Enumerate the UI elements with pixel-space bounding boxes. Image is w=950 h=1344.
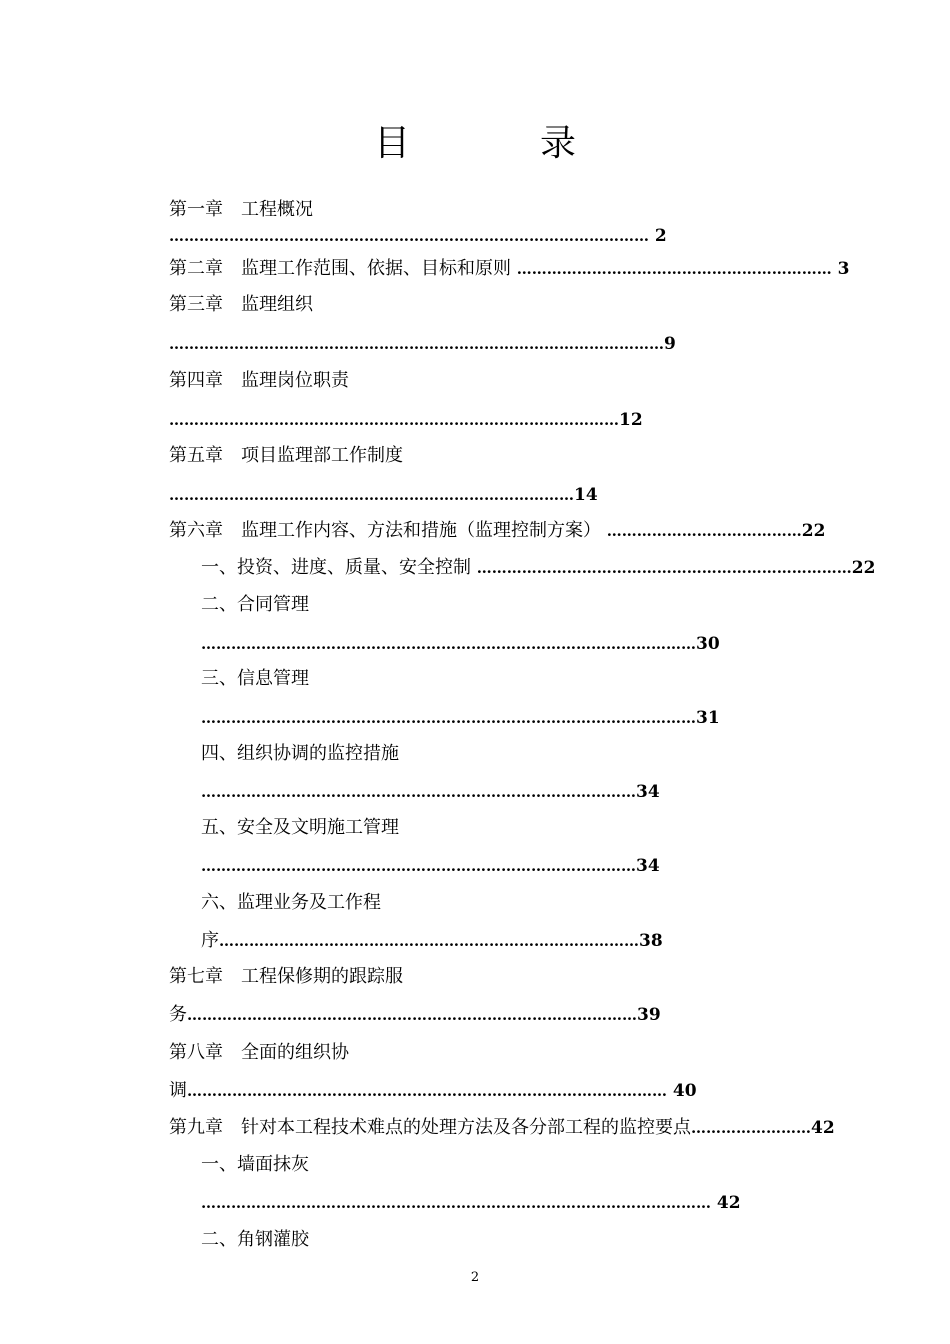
toc-label: 一、投资、进度、质量、安全控制 xyxy=(201,557,477,578)
toc-dots: ………………………………………………………………………… xyxy=(219,932,639,950)
toc-leader-chapter-3[interactable] xyxy=(169,332,676,356)
toc-dots: ……………………………………………………………………………… xyxy=(187,1006,637,1024)
toc-dots: …………………………………………………………………………… xyxy=(201,857,636,875)
toc-leader-chapter-7[interactable] xyxy=(169,1003,661,1027)
toc-label-cont: 调 xyxy=(169,1080,187,1101)
toc-page-number: 3 xyxy=(831,259,850,279)
toc-entry-chapter-6[interactable] xyxy=(169,519,825,543)
toc-label: 第一章 工程概况 xyxy=(169,199,313,220)
toc-leader-chapter-4[interactable] xyxy=(169,408,643,432)
toc-page-number: 42 xyxy=(811,1118,835,1138)
toc-label: 第四章 监理岗位职责 xyxy=(169,370,349,391)
toc-dots: ……………………………………………………………………… xyxy=(169,486,574,504)
toc-entry-section-6-6[interactable] xyxy=(201,891,381,915)
toc-entry-chapter-3[interactable] xyxy=(169,293,313,317)
toc-label: 第八章 全面的组织协 xyxy=(169,1042,349,1063)
toc-entry-section-6-4[interactable] xyxy=(201,742,399,766)
toc-page-number: 31 xyxy=(696,708,720,728)
toc-page-number: 42 xyxy=(711,1193,741,1213)
toc-label: 第六章 监理工作内容、方法和措施（监理控制方案） xyxy=(169,520,607,541)
toc-title xyxy=(0,122,950,166)
title-char-2: 录 xyxy=(540,123,577,164)
toc-label: 二、角钢灌胶 xyxy=(201,1229,309,1250)
toc-entry-chapter-4[interactable] xyxy=(169,369,349,393)
toc-label: 第二章 监理工作范围、依据、目标和原则 xyxy=(169,258,517,279)
toc-entry-section-9-2[interactable] xyxy=(201,1228,309,1252)
toc-entry-section-6-1[interactable] xyxy=(201,556,875,580)
toc-entry-section-9-1[interactable] xyxy=(201,1153,309,1177)
toc-entry-chapter-5[interactable] xyxy=(169,444,403,468)
toc-page-number: 39 xyxy=(637,1005,661,1025)
toc-page-number: 38 xyxy=(639,931,663,951)
toc-entry-section-6-3[interactable] xyxy=(201,667,309,691)
toc-leader-section-9-1[interactable] xyxy=(201,1191,741,1215)
toc-leader-chapter-8[interactable] xyxy=(169,1079,697,1103)
toc-label: 一、墙面抹灰 xyxy=(201,1154,309,1175)
toc-page-number: 22 xyxy=(851,558,876,578)
toc-page-number: 22 xyxy=(801,521,826,541)
toc-label: 三、信息管理 xyxy=(201,668,309,689)
toc-label: 四、组织协调的监控措施 xyxy=(201,743,399,764)
toc-dots: ……………………………………………………………………………………… xyxy=(201,709,696,727)
toc-page-number: 9 xyxy=(664,334,676,354)
toc-page-number: 2 xyxy=(649,226,667,246)
toc-leader-section-6-6[interactable] xyxy=(201,929,663,953)
toc-dots: ……………………………………………………………………………………… xyxy=(201,635,696,653)
toc-entry-chapter-9[interactable] xyxy=(169,1116,835,1140)
toc-entry-section-6-5[interactable] xyxy=(201,816,399,840)
toc-leader-section-6-5[interactable] xyxy=(201,854,660,878)
toc-page-number: 14 xyxy=(574,485,598,505)
toc-label: 第五章 项目监理部工作制度 xyxy=(169,445,403,466)
toc-label-cont: 序 xyxy=(201,930,219,951)
toc-entry-chapter-8[interactable] xyxy=(169,1041,349,1065)
toc-label: 第九章 针对本工程技术难点的处理方法及各分部工程的监控要点 xyxy=(169,1117,691,1138)
toc-page-number: 40 xyxy=(667,1081,697,1101)
toc-page-number: 34 xyxy=(636,782,660,802)
toc-dots: ……………………………………………………… xyxy=(516,260,832,278)
toc-label: 第三章 监理组织 xyxy=(169,294,313,315)
toc-entry-chapter-2[interactable] xyxy=(169,257,849,281)
toc-page-number: 34 xyxy=(636,856,660,876)
toc-dots: ……………………………………………………………………………… xyxy=(169,411,619,429)
toc-label: 五、安全及文明施工管理 xyxy=(201,817,399,838)
toc-label: 六、监理业务及工作程 xyxy=(201,892,381,913)
toc-dots: …………………………………………………………………………………… xyxy=(187,1082,667,1100)
toc-dots: …………………………………………………………………………………… xyxy=(169,227,649,245)
toc-label-cont: 务 xyxy=(169,1004,187,1025)
toc-entry-chapter-7[interactable] xyxy=(169,965,403,989)
toc-dots: ………………………………………………………………………………………… xyxy=(201,1194,711,1212)
toc-dots: ………………………………………………………………… xyxy=(476,559,852,577)
toc-dots: ……………………………………………………………………………………… xyxy=(169,335,664,353)
toc-entry-chapter-1[interactable] xyxy=(169,198,313,222)
toc-leader-section-6-3[interactable] xyxy=(201,706,720,730)
toc-entry-section-6-2[interactable] xyxy=(201,593,309,617)
toc-leader-section-6-2[interactable] xyxy=(201,632,720,656)
toc-dots: …………………………………………………………………………… xyxy=(201,783,636,801)
title-char-1: 目 xyxy=(373,123,410,164)
toc-leader-section-6-4[interactable] xyxy=(201,780,660,804)
toc-leader-chapter-5[interactable] xyxy=(169,483,598,507)
toc-leader-chapter-1[interactable] xyxy=(169,224,667,248)
toc-label: 第七章 工程保修期的跟踪服 xyxy=(169,966,403,987)
toc-page-number: 12 xyxy=(619,410,643,430)
toc-page-number: 30 xyxy=(696,634,720,654)
toc-dots: ………………………………… xyxy=(606,522,802,540)
page-number: 2 xyxy=(470,1270,480,1285)
toc-dots: …………………… xyxy=(691,1119,811,1137)
toc-label: 二、合同管理 xyxy=(201,594,309,615)
